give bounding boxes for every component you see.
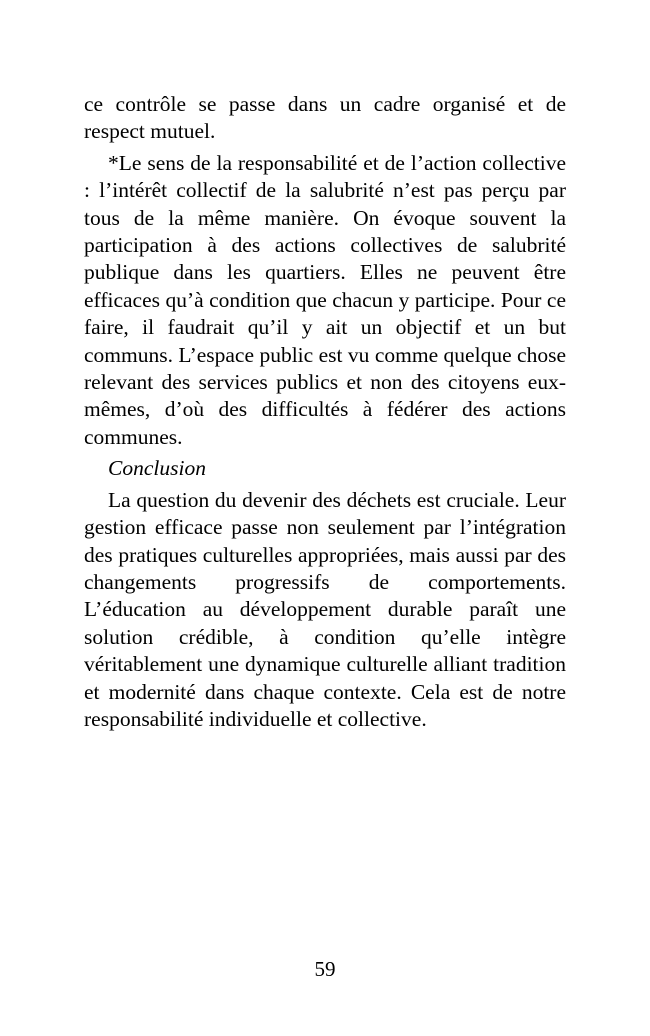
- paragraph-conclusion: La question du devenir des déchets est cruciale. Leur gestion efficace passe non seulement par l’intégration des pratiques culturelles appropriées, mais aussi par des changements progressifs de comportements. L’éducation au développement durable paraît une solution crédible, à condition qu’elle intègre véritablement une dynamique culturelle alliant tradition et modernité dans chaque contexte. Cela est de notre responsabilité individuelle et collective.: [84, 487, 566, 731]
- paragraph-responsibility: *Le sens de la responsabilité et de l’action collective : l’intérêt collectif de la salubrité n’est pas perçu par tous de la même manière. On évoque souvent la participation à des actions collectives de salubrité publique dans les quartiers. Elles ne peuvent être efficaces qu’à condition que chacun y participe. Pour ce faire, il faudrait qu’il y ait un objectif et un but communs. L’espace public est vu comme quelque chose relevant des services publics et non des citoyens eux-mêmes, d’où des difficultés à fédérer des actions communes.: [84, 150, 566, 449]
- section-heading-conclusion: Conclusion: [108, 456, 206, 481]
- paragraph-continuation: ce contrôle se passe dans un cadre organisé et de respect mutuel.: [84, 92, 566, 144]
- page-body: [84, 91, 566, 737]
- page-number: 59: [314, 957, 336, 981]
